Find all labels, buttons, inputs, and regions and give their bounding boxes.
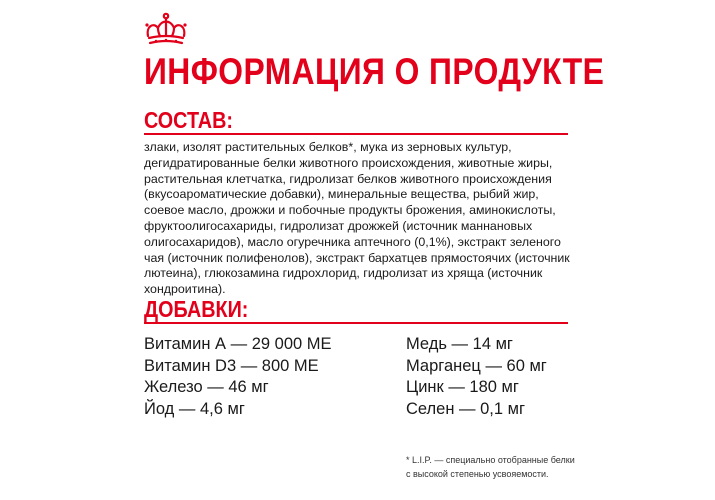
footnote-line-1: * L.I.P. — специально отобранные белки	[406, 455, 575, 465]
additives-heading: ДОБАВКИ:	[144, 296, 249, 322]
page-title: ИНФОРМАЦИЯ О ПРОДУКТЕ	[144, 51, 605, 92]
additive-copper: Медь — 14 мг	[406, 335, 513, 353]
footnote-line-2: с высокой степенью усвояемости.	[406, 469, 549, 479]
footnote	[406, 453, 606, 481]
composition-header	[144, 107, 568, 135]
additive-zinc: Цинк — 180 мг	[406, 378, 519, 396]
additive-manganese: Марганец — 60 мг	[406, 356, 547, 375]
composition-text: злаки, изолят растительных белков*, мука из зерновых культур, дегидратированные белки животного происхождения, животные жиры, растительная клетчатка, гидролизат белков животного происхождения (вкусоароматические добавки), минеральные вещества, рыбий жир, соевое масло, дрожжи и побочные продукты брожения, аминокислоты, фруктоолигосахариды, гидролизат дрожжей (источник маннановых олигосахаридов), масло огуречника аптечного (0,1%), экстракт зеленого чая (источник полифенолов), экстракт бархатцев прямостоячих (источник лютеина), глюкозамина гидрохлорид, гидролизат из хряща (источник хондроитина).	[144, 140, 570, 297]
additive-iodine: Йод — 4,6 мг	[144, 399, 245, 418]
additive-iron: Железо — 46 мг	[144, 378, 269, 396]
crown-icon	[140, 12, 192, 48]
additive-vitamin-d3: Витамин D3 — 800 МЕ	[144, 356, 319, 375]
composition-heading: СОСТАВ:	[144, 107, 233, 133]
composition-divider	[144, 133, 568, 135]
additive-selenium: Селен — 0,1 мг	[406, 399, 526, 418]
additive-vitamin-a: Витамин А — 29 000 МЕ	[144, 335, 332, 353]
additives-header	[144, 296, 568, 324]
additives-divider	[144, 322, 568, 324]
additives-left-column	[144, 334, 332, 420]
additives-right-column	[406, 334, 547, 420]
